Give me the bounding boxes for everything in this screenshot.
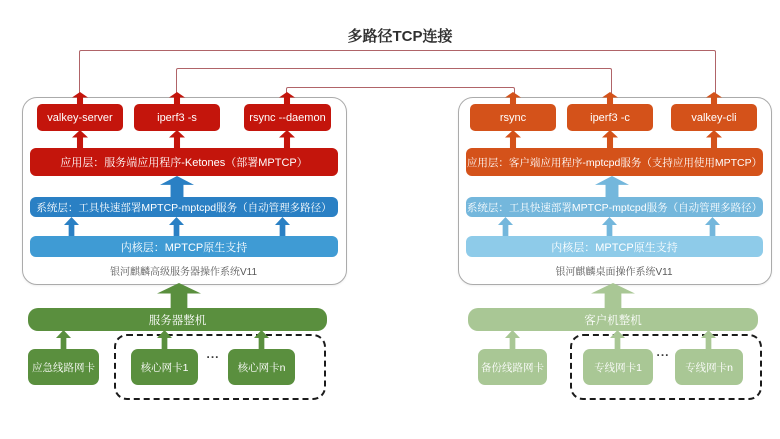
client-os-caption: 银河麒麟桌面操作系统V11 — [555, 267, 673, 278]
client-app-layer: 应用层：客户端应用程序-mptcpd服务（支持应用使用MPTCP） — [466, 148, 763, 176]
client-backup-nic: 备份线路网卡 — [478, 349, 547, 385]
server-core-nic-1: 核心网卡1 — [131, 349, 198, 385]
client-cmd-iperf3-c: iperf3 -c — [567, 104, 653, 131]
diagram-title: 多路径TCP连接 — [347, 28, 453, 45]
server-os-caption: 银河麒麟高级服务器操作系统V11 — [109, 267, 258, 278]
client-line-nic-n: 专线网卡n — [675, 349, 743, 385]
server-nic-ellipsis: ... — [206, 347, 220, 361]
client-cmd-rsync: rsync — [470, 104, 556, 131]
server-cmd-rsync-daemon: rsync --daemon — [244, 104, 331, 131]
server-backup-nic: 应急线路网卡 — [28, 349, 99, 385]
client-line-nic-1: 专线网卡1 — [583, 349, 653, 385]
server-core-nic-n: 核心网卡n — [228, 349, 295, 385]
nic-to-machine-arrow — [56, 330, 71, 349]
server-app-layer: 应用层：服务端应用程序-Ketones（部署MPTCP） — [30, 148, 338, 176]
server-cmd-iperf3-s: iperf3 -s — [134, 104, 220, 131]
machine-to-os-arrow — [591, 283, 635, 308]
server-system-layer: 系统层：工具快速部署MPTCP-mptcpd服务（自动管理多路径） — [30, 197, 338, 217]
client-machine-bar: 客户机整机 — [468, 308, 758, 331]
server-kernel-layer: 内核层：MPTCP原生支持 — [30, 236, 338, 257]
server-machine-bar: 服务器整机 — [28, 308, 327, 331]
machine-to-os-arrow — [157, 283, 201, 308]
nic-to-machine-arrow — [505, 330, 520, 349]
client-cmd-valkey-cli: valkey-cli — [671, 104, 757, 131]
client-system-layer: 系统层：工具快速部署MPTCP-mptcpd服务（自动管理多路径） — [466, 197, 763, 217]
client-kernel-layer: 内核层：MPTCP原生支持 — [466, 236, 763, 257]
client-nic-ellipsis: ... — [656, 345, 670, 359]
connection-line-rsync — [286, 87, 515, 95]
server-cmd-valkey-server: valkey-server — [37, 104, 123, 131]
